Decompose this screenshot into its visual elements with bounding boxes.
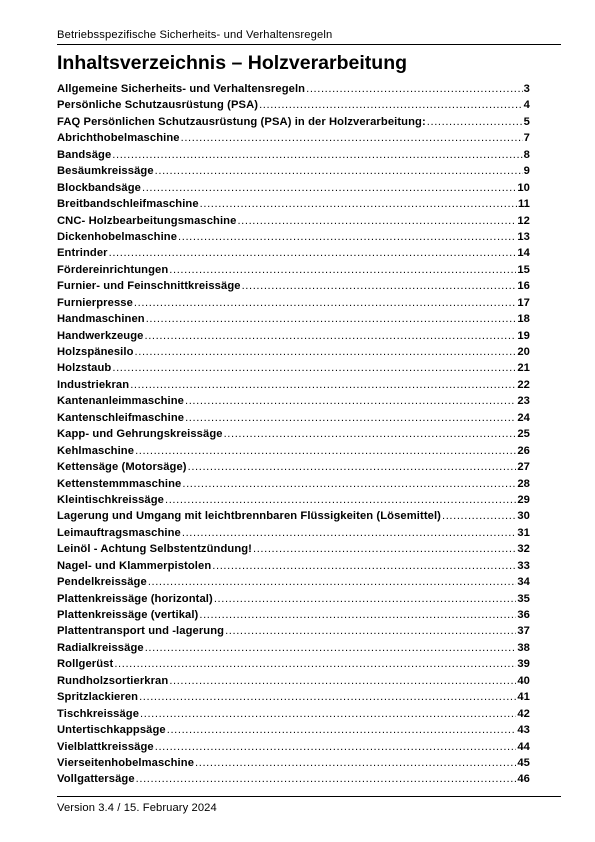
toc-dot-leader	[155, 739, 517, 755]
toc-entry-label: Leimauftragsmaschine	[57, 526, 181, 539]
toc-dot-leader	[169, 673, 516, 689]
toc-entry[interactable]	[57, 311, 530, 327]
toc-dot-leader	[109, 245, 517, 261]
toc-entry-label: Breitbandschleifmaschine	[57, 198, 199, 211]
toc-entry-label: Blockbandsäge	[57, 181, 141, 194]
toc-entry-label: Fördereinrichtungen	[57, 263, 169, 276]
toc-entry[interactable]	[57, 771, 530, 787]
page-footer	[57, 796, 561, 815]
toc-dot-leader	[185, 410, 516, 426]
toc-entry[interactable]	[57, 410, 530, 426]
toc-entry-page-number: 42	[517, 707, 530, 720]
toc-entry[interactable]	[57, 623, 530, 639]
toc-entry-page-number: 15	[517, 263, 530, 276]
toc-entry[interactable]	[57, 328, 530, 344]
toc-dot-leader	[306, 81, 523, 97]
toc-dot-leader	[135, 344, 517, 360]
toc-dot-leader	[155, 163, 523, 179]
toc-dot-leader	[112, 147, 522, 163]
toc-dot-leader	[181, 130, 523, 146]
toc-entry-label: Kettensäge (Motorsäge)	[57, 461, 187, 474]
toc-entry-page-number: 40	[517, 674, 530, 687]
toc-entry-page-number: 39	[517, 658, 530, 671]
toc-dot-leader	[130, 377, 516, 393]
toc-entry[interactable]	[57, 229, 530, 245]
toc-entry[interactable]	[57, 492, 530, 508]
toc-entry-label: Radialkreissäge	[57, 641, 144, 654]
toc-dot-leader	[112, 360, 516, 376]
toc-entry[interactable]	[57, 722, 530, 738]
toc-entry-page-number: 18	[517, 313, 530, 326]
toc-entry-label: Abrichthobelmaschine	[57, 132, 180, 145]
toc-entry[interactable]	[57, 739, 530, 755]
toc-entry-label: Spritzlackieren	[57, 691, 139, 704]
toc-dot-leader	[145, 640, 517, 656]
toc-entry[interactable]	[57, 689, 530, 705]
toc-dot-leader	[140, 706, 516, 722]
toc-dot-leader	[146, 311, 517, 327]
toc-dot-leader	[182, 476, 516, 492]
toc-entry[interactable]	[57, 295, 530, 311]
toc-dot-leader	[142, 180, 516, 196]
toc-entry-label: Kleintischkreissäge	[57, 493, 164, 506]
toc-entry-page-number: 36	[517, 609, 530, 621]
running-header-text: Betriebsspezifische Sicherheits- und Verhaltensregeln	[57, 29, 333, 41]
toc-entry-page-number: 3	[523, 83, 530, 95]
toc-entry[interactable]	[57, 130, 530, 146]
toc-entry-page-number: 19	[517, 329, 530, 342]
toc-dot-leader	[242, 278, 517, 294]
toc-entry-label: Vollgattersäge	[57, 773, 135, 786]
running-header	[57, 28, 561, 45]
toc-entry[interactable]	[57, 607, 530, 623]
toc-entry-label: Kantenschleifmaschine	[57, 411, 185, 424]
toc-entry[interactable]	[57, 393, 530, 409]
toc-entry-page-number: 34	[517, 576, 530, 589]
toc-entry-label: Kehlmaschine	[57, 444, 135, 457]
toc-entry-page-number: 24	[517, 411, 530, 424]
toc-entry[interactable]	[57, 755, 530, 771]
toc-dot-leader	[169, 262, 516, 278]
toc-entry-label: Handmaschinen	[57, 313, 145, 326]
toc-entry-label: Tischkreissäge	[57, 707, 140, 720]
toc-entry-label: Leinöl - Achtung Selbstentzündung!	[57, 543, 253, 556]
toc-entry-page-number: 25	[517, 428, 530, 441]
toc-entry-page-number: 23	[517, 395, 530, 408]
toc-entry-page-number: 13	[517, 230, 530, 243]
toc-entry-page-number: 38	[517, 641, 530, 654]
toc-entry-page-number: 27	[517, 461, 530, 474]
toc-entry-label: Industriekran	[57, 378, 130, 391]
toc-dot-leader	[185, 393, 516, 409]
toc-entry[interactable]	[57, 476, 530, 492]
toc-entry-label: Persönliche Schutzausrüstung (PSA)	[57, 99, 259, 112]
toc-entry[interactable]	[57, 262, 530, 278]
toc-dot-leader	[195, 755, 516, 771]
toc-entry-page-number: 11	[517, 198, 530, 211]
toc-dot-leader	[237, 213, 516, 229]
toc-entry-page-number: 12	[517, 214, 530, 227]
toc-entry[interactable]	[57, 443, 530, 459]
toc-entry[interactable]	[57, 114, 530, 130]
toc-entry-label: Furnier- und Feinschnittkreissäge	[57, 280, 241, 293]
toc-entry-page-number: 32	[517, 543, 530, 556]
toc-entry[interactable]	[57, 525, 530, 541]
toc-entry-page-number: 29	[517, 493, 530, 506]
toc-entry-page-number: 7	[523, 132, 530, 145]
toc-dot-leader	[167, 722, 517, 738]
toc-entry-page-number: 41	[517, 691, 530, 704]
toc-entry-label: Kettenstemmmaschine	[57, 477, 182, 490]
toc-entry[interactable]	[57, 558, 530, 574]
toc-dot-leader	[182, 525, 516, 541]
toc-entry[interactable]	[57, 344, 530, 360]
toc-entry[interactable]	[57, 377, 530, 393]
toc-entry-page-number: 14	[517, 247, 530, 260]
toc-entry-page-number: 4	[523, 99, 530, 112]
toc-dot-leader	[134, 295, 516, 311]
toc-entry-page-number: 21	[517, 362, 530, 375]
toc-entry-label: Pendelkreissäge	[57, 576, 147, 589]
toc-entry-label: Plattenkreissäge (horizontal)	[57, 592, 213, 605]
toc-entry-label: Entrinder	[57, 247, 108, 260]
toc-entry-page-number: 37	[517, 625, 530, 638]
toc-entry-page-number: 26	[517, 444, 530, 457]
toc-entry-label: Plattenkreissäge (vertikal)	[57, 609, 199, 621]
toc-entry-page-number: 10	[517, 181, 530, 194]
toc-entry-page-number: 16	[517, 280, 530, 293]
toc-dot-leader	[212, 558, 516, 574]
toc-entry-label: Holzstaub	[57, 362, 112, 375]
toc-dot-leader	[188, 459, 517, 475]
toc-entry[interactable]	[57, 81, 530, 97]
toc-entry[interactable]	[57, 574, 530, 590]
toc-dot-leader	[427, 114, 523, 130]
toc-dot-leader	[442, 508, 516, 524]
toc-entry-page-number: 8	[523, 148, 530, 161]
toc-entry[interactable]	[57, 640, 530, 656]
toc-entry-label: Kapp- und Gehrungskreissäge	[57, 428, 223, 441]
toc-entry-label: Allgemeine Sicherheits- und Verhaltensregeln	[57, 83, 306, 95]
toc-entry-label: Lagerung und Umgang mit leichtbrennbaren Flüssigkeiten (Lösemittel)	[57, 510, 442, 523]
toc-entry[interactable]	[57, 673, 530, 689]
toc-entry-page-number: 43	[517, 724, 530, 737]
toc-entry-label: Vielblattkreissäge	[57, 740, 154, 753]
toc-dot-leader	[135, 443, 516, 459]
toc-entry-page-number: 46	[517, 773, 530, 786]
toc-entry-label: Untertischkappsäge	[57, 724, 166, 737]
toc-entry[interactable]	[57, 213, 530, 229]
version-label: Version 3.4 / 15. February 2024	[57, 802, 217, 814]
toc-dot-leader	[139, 689, 516, 705]
toc-entry-page-number: 5	[523, 115, 530, 128]
toc-entry-label: Besäumkreissäge	[57, 165, 154, 178]
toc-dot-leader	[165, 492, 516, 508]
toc-dot-leader	[178, 229, 516, 245]
toc-entry[interactable]	[57, 278, 530, 294]
toc-entry[interactable]	[57, 508, 530, 524]
toc-dot-leader	[259, 97, 523, 113]
toc-entry-label: Nagel- und Klammerpistolen	[57, 559, 212, 572]
table-of-contents	[57, 81, 530, 788]
toc-entry-label: Rollgerüst	[57, 658, 114, 671]
toc-entry[interactable]	[57, 426, 530, 442]
toc-entry[interactable]	[57, 245, 530, 261]
toc-entry-label: Vierseitenhobelmaschine	[57, 756, 195, 769]
toc-entry[interactable]	[57, 591, 530, 607]
toc-entry[interactable]	[57, 541, 530, 557]
toc-entry[interactable]	[57, 196, 530, 212]
toc-dot-leader	[114, 656, 516, 672]
toc-entry[interactable]	[57, 656, 530, 672]
toc-entry-label: Dickenhobelmaschine	[57, 230, 178, 243]
toc-entry-page-number: 9	[523, 165, 530, 178]
toc-entry-page-number: 44	[517, 740, 530, 753]
toc-dot-leader	[224, 426, 517, 442]
toc-dot-leader	[200, 196, 517, 212]
toc-dot-leader	[225, 623, 516, 639]
toc-entry-label: Plattentransport und -lagerung	[57, 625, 225, 638]
page-title: Inhaltsverzeichnis – Holzverarbeitung	[57, 52, 408, 74]
toc-entry-page-number: 33	[517, 559, 530, 572]
toc-entry-label: FAQ Persönlichen Schutzausrüstung (PSA) in der Holzverarbeitung:	[57, 115, 426, 128]
toc-entry[interactable]	[57, 706, 530, 722]
toc-entry-label: Holzspänesilo	[57, 346, 134, 358]
toc-entry-page-number: 17	[517, 296, 530, 309]
toc-entry[interactable]	[57, 180, 530, 196]
toc-entry-page-number: 20	[517, 346, 530, 358]
toc-entry[interactable]	[57, 360, 530, 376]
toc-entry[interactable]	[57, 459, 530, 475]
toc-entry[interactable]	[57, 97, 530, 113]
toc-entry-page-number: 35	[517, 592, 530, 605]
toc-dot-leader	[199, 607, 516, 623]
toc-entry-page-number: 30	[517, 510, 530, 523]
toc-dot-leader	[136, 771, 517, 787]
toc-entry[interactable]	[57, 147, 530, 163]
toc-entry-label: CNC- Holzbearbeitungsmaschine	[57, 214, 237, 227]
toc-entry-label: Kantenanleimmaschine	[57, 395, 184, 408]
toc-entry-page-number: 31	[517, 526, 530, 539]
toc-entry-page-number: 45	[517, 756, 530, 769]
toc-dot-leader	[144, 328, 516, 344]
toc-entry-label: Furnierpresse	[57, 296, 133, 309]
toc-dot-leader	[214, 591, 517, 607]
toc-entry-label: Bandsäge	[57, 148, 112, 161]
toc-entry-label: Handwerkzeuge	[57, 329, 144, 342]
toc-dot-leader	[148, 574, 517, 590]
toc-dot-leader	[253, 541, 516, 557]
toc-entry-page-number: 28	[517, 477, 530, 490]
toc-entry-page-number: 22	[517, 378, 530, 391]
toc-entry-label: Rundholzsortierkran	[57, 674, 169, 687]
toc-entry[interactable]	[57, 163, 530, 179]
